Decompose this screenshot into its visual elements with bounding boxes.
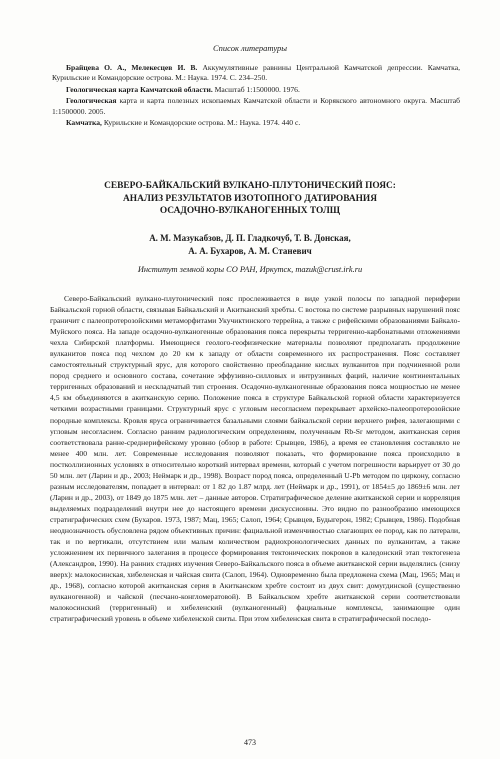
- reference-text: Курильские и Командорские острова. М.: Наука. 1974. 440 с.: [103, 118, 301, 128]
- reference-text: карта и карта полезных ископаемых Камчатской области и Корякского автономного округа. Масштаб 1:1500000. 2005.: [52, 96, 460, 116]
- article-title: [60, 180, 440, 218]
- authors-line: А. М. Мазукабзов, Д. П. Гладкочуб, Т. В. Донская,: [149, 233, 351, 243]
- reference-authors: Геологическая карта Камчатской области.: [66, 84, 213, 94]
- reference-item: [52, 96, 460, 117]
- section-header: Список литературы: [212, 43, 288, 53]
- reference-authors: Камчатка,: [66, 118, 102, 128]
- affiliation: Институт земной коры СО РАН, Иркутск, mazuk@crust.irk.ru: [137, 265, 363, 274]
- reference-item: [52, 63, 460, 84]
- page-number: 473: [244, 738, 256, 747]
- authors-line: А. А. Бухаров, А. М. Станевич: [188, 246, 312, 256]
- article-body: [50, 293, 460, 624]
- reference-text: Масштаб 1:1500000. 1976.: [214, 84, 300, 94]
- reference-list: [52, 63, 460, 129]
- body-paragraph: Северо-Байкальский вулкано-плутонический пояс прослеживается в виде узкой полосы по западной периферии Байкальской горной области, связывая Байкальский и Акитканский хребты. С востока по системе разрывных нарушений пояс граничит с палеопротерозойскими метаморфитами Укучиктинского террейна, а также с рифейскими образованиями Байкало-Муйского пояса. На западе осадочно-вулканогенные образования пояса перекрыты терригенно-карбонатными отложениями чехла Сибирской платформы. Имеющиеся геолого-геофизические материалы позволяют предполагать продолжение вулканитов пояса под чехлом до 20 км к западу от области современного их распространения. Пояс составляет самостоятельный структурный ярус, для которого свойственно преобладание кислых вулканитов при подчиненной роли пород среднего и основного состава, сочетание эффузивно-силловых и интрузивных фаций, наличие континентальных терригенных образований и нескладчатый тип строения. Осадочно-вулканогенные образования пояса мощностью не менее 4,5 км объединяются в акитканскую серию. Положение пояса в структуре Байкальской горной области характеризуется четкими возрастными границами. Структурный ярус с угловым несогласием перекрывает архейско-палеопротерозойские породные комплексы. Кровля яруса ограничивается базальными слоями байкальской серии верхнего рифея, залегающими с угловым несогласием. Согласно ранним радиологическим определениям, полученным Rb-Sr методом, акитканская серия соответствовала ранне-среднерифейскому уровню (обзор в работе: Срывцев, 1986), а время ее становления составляло не менее 400 млн. лет. Современные исследования позволяют показать, что формирование пояса происходило в постколлизионных условиях в относительно короткий интервал времени, который с учетом погрешности варьирует от 30 до 50 млн. лет (Ларин и др., 2003; Неймарк и др., 1998). Возраст пород пояса, определенный U-Pb методом по циркону, согласно разным исследователям, попадает в интервал: от 1 82 до 1.87 млрд. лет (Неймарк и др., 1991), от 1854±5 до 1869±6 млн. лет (Ларин и др., 2003), от 1849 до 1875 млн. лет – данные авторов. Стратиграфическое деление акитканской серии и корреляция выделяемых подразделений внутри нее до настоящего времени дискуссионны. Это видно по разнообразию имеющихся стратиграфических схем (Бухаров. 1973, 1987; Мац, 1965; Салоп, 1964; Срывцев, Будыгерон, 1982; Срывцев, 1986). Подобная неоднозначность обусловлена рядом объективных причин: фациальной изменчивостью слагающих ее пород, как по латерали, так и по вертикали, отсутствием или малым количеством радиохронологических данных по вулканитам, а также усложнением их первичного залегания в процессе формирования тектонических покровов в каледонский этап тектогенеза (Александров, 1990). На ранних стадиях изучения Северо-Байкальского пояса в объеме акитканской серии выделялись (снизу вверх): малокосинская, хибеленская и чайская свита (Салоп, 1964). Одновременно была предложена схема (Мац, 1965; Мац и др., 1968), согласно которой акитканская серия в Акитканском хребте состоит из двух свит: домугдинской (существенно вулканогенной) и чайской (песчано-конгломератовой). В Байкальском хребте акитканской серии соответствовали малокосинский (терригенный) и хибеленский (вулканогенный) фациальные комплексы, занимающие один стратиграфический уровень в объеме хибеленской свиты. При этом хибеленская свита в стратиграфической последо-: [50, 294, 460, 624]
- reference-item: [52, 118, 460, 128]
- reference-authors: Геологическая: [66, 96, 117, 106]
- title-line: АНАЛИЗ РЕЗУЛЬТАТОВ ИЗОТОПНОГО ДАТИРОВАНИЯ: [123, 193, 377, 204]
- reference-text: Аккумулятивные равнины Центральной Камчатской депрессии. Камчатка, Курильские и Командорские острова. М.: Наука. 1974. С. 234–250.: [52, 63, 461, 83]
- reference-item: [52, 85, 460, 95]
- title-line: СЕВЕРО-БАЙКАЛЬСКИЙ ВУЛКАНО-ПЛУТОНИЧЕСКИЙ ПОЯС:: [104, 181, 396, 191]
- title-line: ОСАДОЧНО-ВУЛКАНОГЕННЫХ ТОЛЩ: [159, 206, 341, 216]
- reference-authors: Брайцева О. А., Мелекесцев И. В.: [66, 63, 198, 72]
- article-authors: [40, 232, 460, 258]
